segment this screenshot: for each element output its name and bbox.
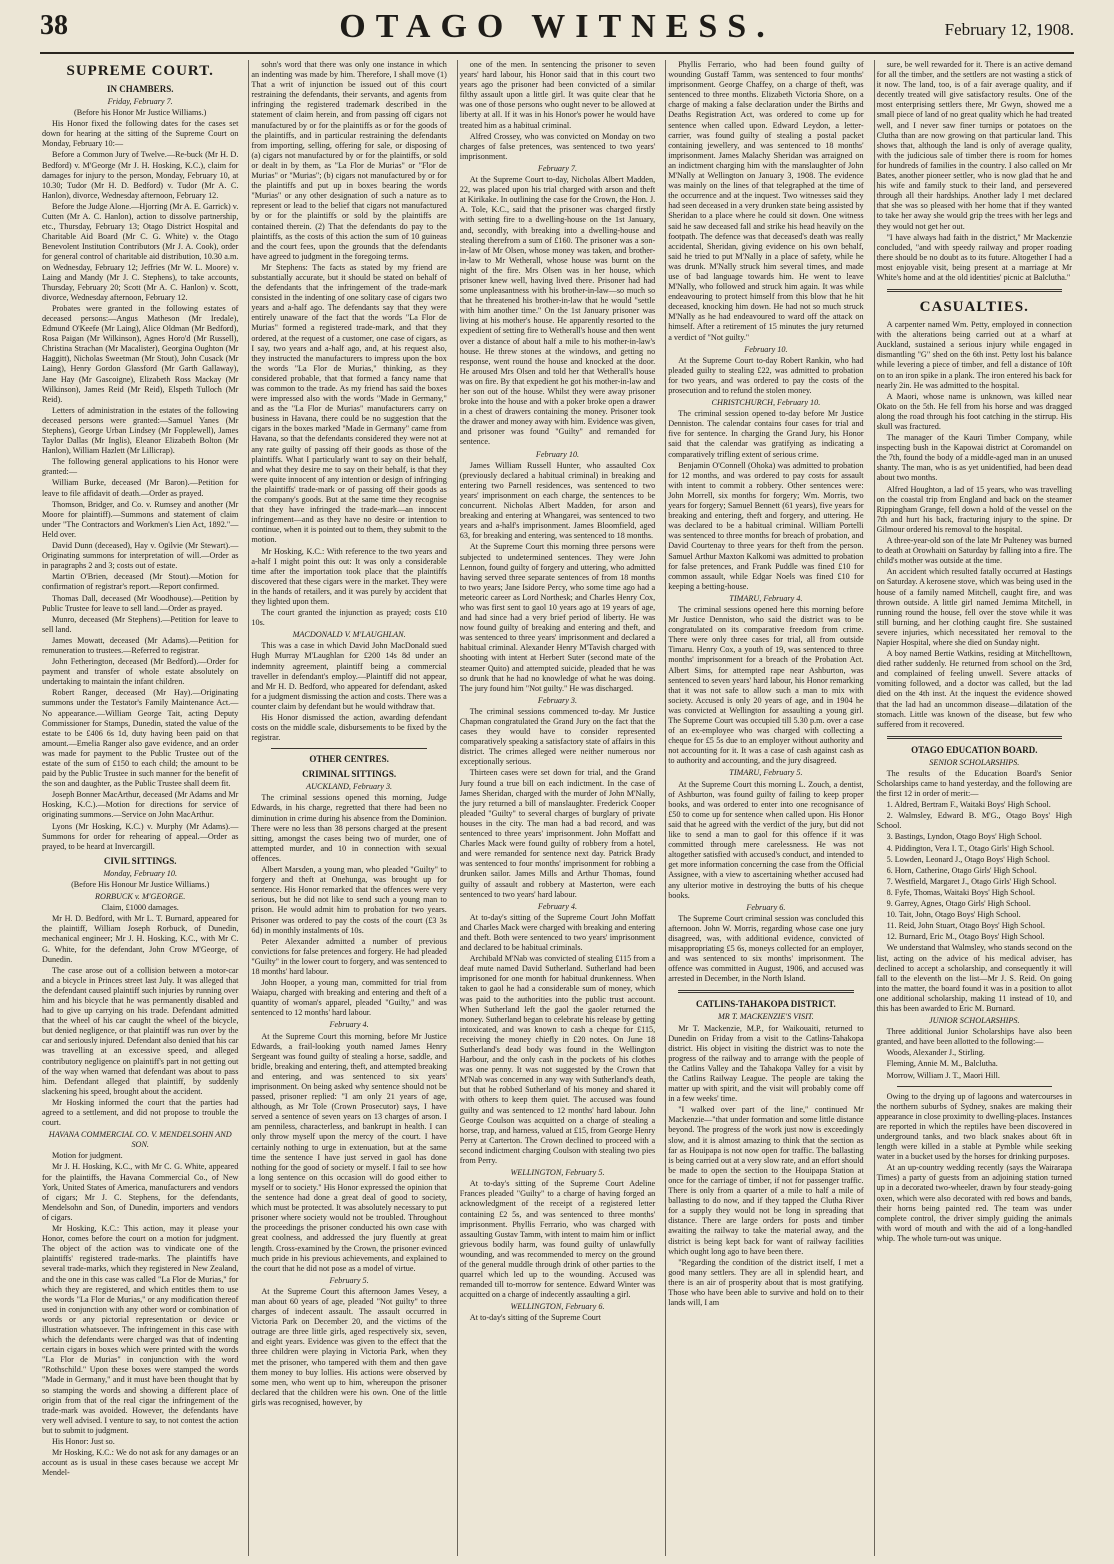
paragraph: The criminal session opened to-day before Mr Justice Denniston. The calendar contains four cases for trial and five for sentence. In charging the Grand Jury, his Honor said that the calendar was gratifying as indicating a comparatively trifling extent of serious crime. [668, 409, 864, 459]
paragraph: "Regarding the condition of the district itself, I met a good many settlers. They are all in splendid heart, and there is an air of prosperity about that is most gratifying. Those who have been able to survive and hold on to their lands will, I am [668, 1257, 864, 1308]
paragraph: Benjamin O'Connell (Ohoka) was admitted to probation for 12 months, and was ordered to pay costs for assault with intent to commit a robbery. Other sentences were: John Morrell, six months for forgery; Wm. Morris, two years for forgery; Samuel Bennett (61 years), five years for breaking and entering, theft and forgery, and uttering. He was declared to be a habitual criminal. William Portelli was sentenced to three months for breach of probation, and David Courtenay to three years for theft from the person. Samuel Arthur Maxton Kalkomi was admitted to probation for false pretences, and Frank Puddle was fined £10 for common assault, while Edgar Noels was fined £10 for keeping a betting-house. [668, 460, 864, 591]
paragraph: The manager of the Kauri Timber Company, while inspecting bush in the Kapowai district at Coromandel on the 7th, found the body of a middle-aged man in an unused shanty. The man, who is as yet unidentified, had been dead about two months. [876, 433, 1072, 483]
paragraph: Lyons (Mr Hosking, K.C.) v. Murphy (Mr Adams).—Summons for order for rehearing of appeal.—Order as prayed, to be heard at Invercargill. [42, 821, 239, 851]
paragraph: Motion for judgment. [52, 1151, 123, 1161]
paragraph: His Honor: Just so. [52, 1437, 115, 1446]
paragraph: At an up-country wedding recently (says the Wairarapa Times) a party of guests from an adjoining station turned up in a decorated two-wheeler, drawn by four steady-going oxen, which were also decorated with red bows and bands, their horns being painted red. The team was under complete control, the driver simply guiding the animals with word of mouth and with the aid of a long-handled whip. The whole turn-out was unique. [876, 1163, 1072, 1243]
paragraph: The Supreme Court criminal session was concluded this afternoon. John W. Morris, regarding whose case one jury disagreed, was, with additional evidence, convicted of misappropriating £5 6s, moneys collected for an employer, and was sentenced to six months' imprisonment. The offence was committed in August, 1906, and accused was arrested in December, in the North Island. [668, 913, 864, 984]
list-item: Fleming, Annie M. M., Balclutha. [886, 1059, 998, 1069]
list-item: 10. Tait, John, Otago Boys' High School. [886, 910, 1021, 920]
paragraph: At the Supreme Court this morning L. Zouch, a dentist, of Ashburton, was found guilty of failing to keep proper books, and was ordered to enter into one recognisance of £50 to come up for sentence when called upon. His Honor said that he agreed with the verdict of the jury, but did not like to send a man to gaol for this offence if it was committed through mere carelessness. He was not altogether satisfied with accused's conduct, and intended to get more information concerning the case from the Official Assignee, with a view to ascertaining whether accused had any ulterior motive in destroying the butts of his cheque books. [668, 779, 864, 900]
heading-supreme-court: SUPREME COURT. [66, 63, 214, 79]
list-item: 5. Lowden, Leonard J., Otago Boys' High School. [886, 854, 1050, 864]
paragraph: Archibald M'Nab was convicted of stealing £115 from a deaf mute named David Sutherland. Sutherland had been imprisoned for one month for habitual drunkenness. When taken to gaol he had a considerable sum of money, which was paid to the authorities into the public trust account. When Sutherland left the gaol the gaoler returned the money. Sutherland began to celebrate his release by getting intoxicated, and was known to cash a cheque for £115, receiving the money chiefly in £20 notes. On June 18 Sutherland's dead body was found in the Wellington Harbour, and the only cash in the pockets of his clothes was one penny. It was not suggested by the Crown that M'Nab was concerned in any way with Sutherland's death, but that he robbed Sutherland of his money and shared it with others to keep them quiet. The accused was found guilty and was sentenced to 12 months' hard labour. John George Coulson was acquitted on a charge of stealing a horse, trap, and harness, valued at £15, from George Henry Perry at Carterton. The Crown declined to proceed with a second indictment charging Coulson with stealing two pies from Perry. [459, 954, 656, 1166]
case-title: RORBUCK v. M'GEORGE. [95, 892, 186, 902]
heading-casualties: CASUALTIES. [919, 299, 1029, 316]
dateline: February 7. [537, 163, 578, 173]
paragraph: His Honor fixed the following dates for the cases set down for hearing at the sitting of the Supreme Court on Monday, February 10:— [42, 119, 239, 149]
paragraph: This was a case in which David John MacDonald sued Hugh Murray M'Laughlan for £200 14s 8d under an indemnity agreement, plaintiff being a commercial traveller in defendant's employ.—Plaintiff did not appear, and Mr H. D. Bedford, who appeared for defendant, asked for a judgment dismissing the action and costs. There was a counter claim by defendant but he would withdraw that. [251, 641, 447, 711]
case-title: MACDONALD V. M'LAUGHLAN. [292, 630, 406, 640]
paragraph: Before the Judge Alone.—Hjorring (Mr A. E. Garrick) v. Cutten (Mr A. C. Hanlon), action to dissolve partnership, etc., Thursday, February 13; Otago District Hospital and Charitable Aid Board (Mr C. G. White) v. the Otago Benevolent Institution Contributors (Mr J. A. Cook), order for general control of charitable aid distribution, 10.30 a.m. on Wednesday, February 12; Jeffries (Mr W. L. Moore) v. Laing and Mandy (Mr J. C. Stephens), to take accounts, Thursday, February 20; Scott (Mr A. C. Hanlon) v. Scott, divorce, Wednesday afternoon, February 12. [42, 201, 239, 302]
paragraph: Three additional Junior Scholarships have also been granted, and have been allotted to the following:— [876, 1027, 1072, 1047]
dateline: TIMARU, February 5. [729, 768, 803, 778]
heading-education-board: OTAGO EDUCATION BOARD. [911, 744, 1038, 755]
dateline: February 6. [746, 902, 786, 912]
list-item: 11. Reid, John Stuart, Otago Boys' High School. [886, 921, 1045, 931]
subheading: MR T. MACKENZIE'S VISIT. [717, 1012, 814, 1022]
paragraph: Claim, £1000 damages. [101, 903, 179, 913]
paragraph: John Fetherington, deceased (Mr Bedford).—Order for payment and transfer of whole estate absolutely on undertaking to maintain the infant children. [42, 657, 239, 687]
list-item: 4. Piddington, Vera I. T., Otago Girls' High School. [886, 843, 1055, 853]
paragraph: Thirteen cases were set down for trial, and the Grand Jury found a true bill on each indictment. In the case of James Sheridan, charged with the murder of John M'Nally, the jury returned a bill of manslaughter. Frederick Cooper pleaded "Guilty" to several charges of burglary of private houses in the city. The man had a bad record, and was sentenced to three years' imprisonment. John Moffatt and Charles Mack were found guilty of robbery from a hotel, and were remanded for sentence next day. Patrick Brady was sentenced to four months' imprisonment for robbing a drunken sailor. James Mills and Arthur Thomas, found guilty of assault and robbery at Masterton, were each sentenced to two years' hard labour. [459, 768, 656, 899]
paragraph: The following general applications to his Honor were granted:— [42, 457, 239, 477]
dateline: Friday, February 7. [107, 97, 173, 106]
paragraph: A three-year-old son of the late Mr Pulteney was burned to death at Orowhaiti on Saturday by falling into a fire. The child's mother was outside at the time. [876, 536, 1072, 566]
paragraph: An accident which resulted fatally occurred at Hastings on Saturday. A kerosene stove, which was being used in the house of a family named Mitchell, caught fire, and was thrown outside. A little girl named Jemima Mitchell, in running round the house, fell over the stove while it was still burning, and her clothing caught fire. She sustained severe injuries, which necessitated her removal to the Napier Hospital, where she died on Sunday night. [876, 567, 1072, 647]
paragraph: Mr Hosking, K.C.: With reference to the two years and a-half I might point this out: It was only a considerable time after the importation took place that the plaintiffs discovered that these cigars were in the market. They were in the hands of retailers, and it was purely by accident that they lighted upon them. [251, 546, 447, 606]
paragraph: sure, be well rewarded for it. There is an active demand for all the timber, and the settlers are not wasting a stick of it now. The land, too, is of a fair average quality, and if decently treated will give satisfactory results. One of the most enterprising settlers there, Mr Gwyn, showed me a small piece of land of no great quality which he had treated well, and I never saw finer turnips or potatoes on the Clutha than are now growing on that particular land. This shows that, although the land is only of average quality, with the judicious sale of timber there is room for homes for hundreds of families in the country. I also called on Mr Bates, another pioneer settler, who is now glad that he and his wife and family stuck to their land, and persevered through all their hardships. Another lady I met declared that she was so pleased with her home that if they wanted to take her away she would grip the trees with her legs and they would not get her out. [876, 60, 1072, 231]
paragraph: The results of the Education Board's Senior Scholarships came to hand yesterday, and the following are the first 12 in order of merit:— [876, 768, 1072, 799]
dateline: AUCKLAND, February 3. [306, 782, 393, 792]
paragraph: A carpenter named Wm. Petty, employed in connection with the alterations being carried out at a wharf at Auckland, sustained a serious injury while engaged in dismantling "G" shed on the 6th inst. Petty lost his balance while levering a piece of timber, and fell a distance of 10ft on to an iron spike in a plank. The iron entered his back for nearly 2in. He was admitted to the hospital. [876, 320, 1072, 390]
divider [887, 289, 1062, 292]
dateline: February 10. [744, 344, 788, 354]
masthead [40, 6, 1074, 54]
paragraph: A boy named Bertie Watkins, residing at Mitchelltown, died rather suddenly. He returned from school on the 3rd, and complained of feeling unwell. Severe attacks of vomiting followed, and a doctor was called, but the lad died on the 4th inst. At the inquest the evidence showed that the lad had an uncommon disease—dilatation of the stomach. Little was known of the disease, but few who suffered from it recovered. [876, 649, 1072, 729]
paragraph: James Mowatt, deceased (Mr Adams).—Petition for remuneration to trustees.—Referred to registrar. [42, 635, 239, 655]
paragraph: The criminal sessions commenced to-day. Mr Justice Chapman congratulated the Grand Jury on the fact that the cases they would have to consider represented comparatively speaking a satisfactory state of affairs in this district. The crimes alleged were neither numerous nor exceptionally serious. [459, 706, 656, 767]
list-item: 12. Burnard, Eric M., Otago Boys' High School. [886, 932, 1045, 942]
paragraph: Munro, deceased (Mr Stephens).—Petition for leave to sell land. [42, 614, 239, 634]
paragraph: The case arose out of a collision between a motor-car and a bicycle in Princes street last July. It was alleged that the defendant caused plaintiff such injuries by running over him and his bicycle that he was permanently disabled and had to give up carrying on his trade. Defendant admitted that the wheel of his car caught the wheel of the bicycle, but denied negligence, or that plaintiff was run over by the car and seriously injured. Defendant also denied that his car was travelling at an excessive speed, and alleged contributory negligence on plaintiff's part in not getting out of the way when warned that defendant was about to pass him. Defendant alleged that plaintiff, by suddenly slackening his speed, brought about the accident. [42, 965, 239, 1096]
paragraph: Martin O'Brien, deceased (Mr Stout).—Motion for confirmation of registrar's report.—Report confirmed. [42, 572, 239, 592]
paragraph: The criminal sessions opened this morning, Judge Edwards, in his charge, regretted that there had been no diminution in crime during his absence from the Dominion. There were no less than 38 persons charged at the present sitting, amongst the cases being two of murder, one of attempted murder, and 10 in connection with sexual offences. [251, 793, 447, 863]
paragraph: At the Supreme Court to-day Robert Rankin, who had pleaded guilty to stealing £22, was admitted to probation for two years, and was ordered to pay the costs of the prosecution and to refund the stolen money. [668, 355, 864, 395]
column-1 [40, 60, 240, 1556]
paragraph: Phyllis Ferrario, who had been found guilty of wounding Gustaff Tamm, was sentenced to four months' imprisonment. George Chaffey, on a charge of theft, was sentenced to three months. Elizabeth Victoria Shore, on a charge of making a false declaration under the Births and Deaths Registration Act, was ordered to come up for sentence when called upon. Edward Leydon, a letter-carrier, was found guilty of stealing a postal packet containing jewellery, and was sentenced to 18 months' imprisonment. James Malachy Sheridan was arraigned on an indictment charging him with the manslaughter of John M'Nally at Wellington on January 3, 1908. The evidence was mainly on the lines of that telegraphed at the time of the occurrence and at the inquest. Two witnesses said they had seen deceased in a very drunken state being assisted by Sheridan to a place where he could sit down. One witness said he saw deceased fall and strike his head heavily on the footpath. The defence was that deceased's death was really accidental, Sheridan, giving evidence on his own behalf, said he tried to put M'Nally in a place of safety, while he was drunk. M'Nally struck him several times, and made use of bad language towards him. He went to leave M'Nally, who followed and struck him again. It was while endeavouring to protect himself from this blow that he hit deceased, knocking him down. He had not so much struck M'Nally as he had endeavoured to ward off the attack on himself. After a retirement of 15 minutes the jury returned a verdict of "Not guilty." [668, 60, 864, 342]
dateline: Monday, February 10. [103, 868, 178, 878]
column-5 [874, 60, 1074, 1556]
paragraph: Mr Hosking, K.C.: We do not ask for any damages or an account as is usual in these cases because we accept Mr Mendel- [42, 1448, 239, 1478]
paragraph: "I have always had faith in the district," Mr Mackenzie concluded, "and with speedy railway and proper roading there should be no doubt as to its future. Altogether I had a most enjoyable visit, being present at a marriage at Mr White's home and at the old identities' picnic at Balclutha." [876, 232, 1072, 282]
divider [897, 1086, 1052, 1087]
paragraph: We understand that Walmsley, who stands second on the list, acting on the advice of his medical adviser, has declined to accept a scholarship, and consequently it will fall to the eleventh on the list—Mr J. S. Reid. On going into the matter, the board found it was in a position to allot one additional scholarship, making 11 instead of 10, and this has been awarded to Eric M. Burnard. [876, 943, 1072, 1013]
paragraph: At to-day's sitting of the Supreme Court John Moffatt and Charles Mack were charged with breaking and entering and theft. Both were sentenced to two years' imprisonment and declared to be habitual criminals. [459, 912, 656, 953]
dateline: February 10. [535, 449, 580, 459]
paragraph: Thomson, Bridger, and Co. v. Rumsey and another (Mr Moore for plaintiff).—Summons and statement of claim under "The Contractors and Workmen's Lien Act, 1892."—Held over. [42, 499, 239, 539]
paragraph: At the Supreme Court this afternoon James Vesey, a man about 60 years of age, pleaded "Not guilty" to three charges of indecent assault. The assault occurred in Victoria Park on December 20, and the victims of the outrage are three little girls, aged respectively six, seven, and eight years. Evidence was given to the effect that the three children were playing in Victoria Park, when they met the prisoner, who tampered with them and then gave them money to buy lollies. His actions were observed by some men, who went up to him, whereupon the prisoner declared that the children were his own. One of the little girls was recognised, however, by [251, 1286, 447, 1407]
subheading: CIVIL SITTINGS. [103, 855, 177, 866]
paragraph: Mr T. Mackenzie, M.P., for Waikouaiti, returned to Dunedin on Friday from a visit to the Catlins-Tahakopa district. His object in visiting the district was to note the progress of the railway and to arrange with the people of the Catlins Valley and the Tahakopa Valley for a visit by the Catlins Railway League. The people are taking the matter up with spirit, and the visit will probably come off in a few weeks' time. [668, 1023, 864, 1104]
subheading: SENIOR SCHOLARSHIPS. [929, 757, 1020, 767]
dateline: February 4. [537, 901, 578, 911]
paragraph: At to-day's sitting of the Supreme Court Adeline Frances pleaded "Guilty" to a charge of having forged an acknowledgment of the receipt of a registered letter containing £2 5s, and was sentenced to three months' imprisonment. Phyllis Ferrario, who was charged with assaulting Gustav Tamm, with intent to maim him or inflict grievous bodily harm, was found guilty of unlawfully wounding, and was recommended to mercy on the ground of the general muddle through drink of other parties to the quarrel which led up to the wounding. Accused was remanded till to-morrow for sentence. Edward Winter was acquitted on a charge of indecently assaulting a girl. [459, 1179, 656, 1300]
heading-other-centres: OTHER CENTRES. [309, 754, 389, 765]
paragraph: Alfred Crossey, who was convicted on Monday on two charges of false pretences, was sentenced to two years' imprisonment. [459, 131, 656, 161]
paragraph: His Honor dismissed the action, awarding defendant costs on the middle scale, disbursements to be fixed by the registrar. [251, 713, 447, 743]
list-item: 8. Fyfe, Thomas, Waitaki Boys' High School. [886, 887, 1035, 897]
list-item: Woods, Alexander J., Stirling. [886, 1048, 985, 1058]
list-item: 6. Horn, Catherine, Otago Girls' High School. [886, 865, 1037, 875]
subheading: IN CHAMBERS. [106, 84, 174, 94]
dateline: February 4. [329, 1020, 369, 1030]
paragraph: The court granted the injunction as prayed; costs £10 10s. [251, 608, 447, 628]
subheading: JUNIOR SCHOLARSHIPS. [929, 1016, 1020, 1026]
paper-name: OTAGO WITNESS. [339, 8, 775, 45]
divider [887, 736, 1062, 739]
paragraph: one of the men. In sentencing the prisoner to seven years' hard labour, his Honor said that in this court two years ago the prisoner had been convicted of a similar filthy assault upon a little girl. It was quite clear that he was one of those persons who ought never to be allowed at liberty at all. If it was in his Honor's power he would have treated him as a habitual criminal. [459, 60, 656, 130]
paragraph: Before a Common Jury of Twelve.—Re-buck (Mr H. D. Bedford) v. M'George (Mr J. H. Hosking, K.C.), claim for damages for injury to the person, Monday, February 10, at 10.30; Tudor (Mr H. D. Bedford) v. Tudor (Mr A. C. Hanlon), divorce, Wednesday afternoon, February 12. [42, 150, 239, 200]
paragraph: Mr Stephens: The facts as stated by my friend are substantially accurate, but it should be stated on behalf of the defendants that the infringement of the trade-mark consisted in the indenting of one solitary case of cigars two years and a-half ago. The defendants say that they were entirely unaware of the fact that the words "La Flor de Murias" formed a registered trade-mark, and that they ordered, at the request of a customer, one case of cigars, as I say, two years and a-half ago, and, at his request also, they instructed the manufacturers to impress upon the box the words "La Flor de Murias," thinking, as they considered probable, that that formed a fancy name that was common to the trade. As my friend has said the boxes were impressed also with the words "Made in Germany," and as the "La Flor de Murias" manufacturers carry on business in Havana, there could be no suggestion that the cigars in the boxes marked "Made in Germany" came from Havana, so that the defendants considered they were not at any rate guilty of passing off their goods as those of the plaintiffs. What I particularly want to say on their behalf, and what they desire me to say on their behalf, is that they were quite innocent of any intention or design of infringing the plaintiffs' trade-mark or of passing off their goods as the company's goods. But at the same time they recognise that they have infringed the trade-mark—an innocent infringement—and as they have no desire or intention to continue, when it is pointed out to them, they submit to the motion. [251, 262, 447, 545]
heading-catlins: CATLINS-TAHAKOPA DISTRICT. [695, 999, 836, 1010]
paragraph: Mr Hosking informed the court that the parties had agreed to a settlement, and did not propose to trouble the court. [42, 1097, 239, 1128]
paragraph: Albert Marsden, a young man, who pleaded "Guilty" to forgery and theft at Onehunga, was brought up for sentence. His Honor remarked that the offences were very serious, but he did not like to send such a young man to prison. He would admit him to probation for two years. Prisoner was ordered to pay the costs of the court (£3 3s 6d) in monthly instalments of 10s. [251, 865, 447, 935]
paragraph: John Hooper, a young man, committed for trial from Waiapu, charged with breaking and entering and theft of a quantity of woman's apparel, pleaded "Guilty," and was sentenced to 12 months' hard labour. [251, 978, 447, 1018]
paragraph: Mr Hosking, K.C.: This action, may it please your Honor, comes before the court on a motion for judgment. The object of the action was to vindicate one of the plaintiffs' registered trade-marks. The plaintiffs have several trade-marks, which they registered in New Zealand, and the one in this case was called "La Flor de Murias," for which they are registered, and which entitles them to use the words "La Flor de Murias," or any modification thereof used in conjunction with any other word or combination of words or any pictorial representation or device or illustration whatsoever. The infringement in this case with which the defendants were charged was that of indenting certain cigars in boxes which were printed with the words "La Flor de Murias" in conjunction with the word "Rothschild." Upon these boxes were stamped the words "Made in Germany," and it must have been thought that by so stamping the words and showing a different place of origin from that of the real cigar the infringement of the trade-mark was avoided. However, the defendants have very well advised. I venture to say, to not contest the action but to submit to judgment. [42, 1224, 239, 1435]
case-title: HAVANA COMMERCIAL CO. V. MENDELSOHN AND SON. [48, 1130, 232, 1150]
paragraph: Letters of administration in the estates of the following deceased persons were granted:—Samuel Yanes (Mr Stephens), George Urban Lindsey (Mr Fopplewell), James Taylor Dallas (Mr Inglis), Eleanor Elizabeth Bolton (Mr Hanlon), William Hazlett (Mr Lillicrap). [42, 405, 239, 456]
list-item: 1. Aldred, Bertram F., Waitaki Boys' High School. [886, 800, 1051, 810]
dateline: WELLINGTON, February 6. [510, 1302, 605, 1312]
dateline: WELLINGTON, February 5. [510, 1168, 605, 1178]
issue-date: February 12, 1908. [944, 20, 1074, 39]
paragraph: Mr H. D. Bedford, with Mr L. T. Burnard, appeared for the plaintiff, William Joseph Rorbuck, of Dunedin, mechanical engineer; Mr J. H. Hosking, K.C., with Mr C. G. White, for the defendant, John Crow M'George, of Dunedin. [42, 914, 239, 964]
list-item: 2. Walmsley, Edward B. M'G., Otago Boys' High School. [876, 811, 1072, 831]
subheading: CRIMINAL SITTINGS. [302, 769, 397, 780]
list-item: 9. Garrey, Agnes, Otago Girls' High School. [886, 899, 1031, 909]
paragraph: Alfred Houghton, a lad of 15 years, who was travelling on the coastal trip from England and back on the steamer Rippingham Grange, fell down a hold of the vessel on the 7th and hurt his back, fracturing injury to the spine. Dr Gilmour ordered his removal to the hospital. [876, 484, 1072, 534]
column-4 [665, 60, 865, 1556]
column-3 [457, 60, 657, 1556]
paragraph: Mr J. H. Hosking, K.C., with Mr C. G. White, appeared for the plaintiffs, the Havana Commercial Co., of New York, United States of America, manufacturers and vendors of cigars; Mr J. C. Stephens, for the defendants, Mendelsohn and Son, of Dunedin, importers and vendors of cigars. [42, 1162, 239, 1222]
dateline: February 3. [537, 695, 578, 705]
columns [40, 60, 1074, 1556]
page-number: 38 [40, 10, 68, 41]
list-item: Morrow, William J. T., Maori Hill. [886, 1070, 1000, 1080]
paragraph: Thomas Dall, deceased (Mr Woodhouse).—Petition by Public Trustee for leave to sell land.—Order as prayed. [42, 593, 239, 613]
column-2 [248, 60, 448, 1556]
paragraph: (Before His Honour Mr Justice Williams.) [71, 879, 210, 889]
paragraph: At the Supreme Court to-day, Nicholas Albert Madden, 22, was placed upon his trial charged with arson and theft at Kirikake. In outlining the case for the Crown, the Hon. J. A. Tole, K.C., said that the prisoner was charged firstly with setting fire to a dwelling-house on the 1st January, and, secondly, with breaking into a dwelling-house and stealing therefrom a sum of £160. The prisoner was a son-in-law of Mr Olsen, whose money was taken, and brother-in-law to Mr Wetherall, whose house was burnt on the night of the fire. Mrs Olsen was in her house, which prisoner knew well, having lived there. Prisoner had had some unpleasantness with his brother-in-law—so much so that he threatened his brother-in-law that he would "settle with him another time." On the 1st January prisoner was living at his mother's house. He apparently resorted to the expedient of setting fire to Wetherall's house and then went over a distance of about half a mile to his mother-in-law's house. He threw stones at the windows, and getting no response, went round the house and knocked at the door. He aroused Mrs Olsen and told her that Wetherall's house was on fire. By that expedient he got his mother-in-law and her son out of the house. Whilst they were away prisoner broke into the house and with a poker broke open a drawer in a chest of drawers containing the money. Prisoner took the drawer and money away with him. Evidence was given, and prisoner was found "Guilty" and remanded for sentence. [459, 175, 656, 447]
paragraph: At the Supreme Court this morning, before Mr Justice Edwards, a frail-looking youth named James Henry Sergeant was found guilty of stealing a horse, saddle, and bridle, breaking and entering, theft, and attempted breaking and entering, and was sentenced to six years' imprisonment. On being asked why sentence should not be passed, prisoner replied: "I am only 21 years of age, although, as Mr Tole (Crown Prosecutor) says, I have served a sentence of seven years on 13 charges of arson. I am penniless, characterless, and bankrupt in health. I can only throw myself upon the mercy of the court. I have certainly nothing to urge in extenuation, but at the same time the sentence I have just served in gaol has done nothing for the good of society or myself. I fail to see how a long sentence on this occasion will do good either to myself or to society." His Honor expressed the opinion that the sentence had done a great deal of good to society, which must be protected. It was absolutely necessary to put prisoner where society would not be troubled. Throughout the proceedings the prisoner conducted his own case with great coolness, and addressed the jury fluently at great length. Cross-examined by the Crown, the prisoner evinced much pride in his previous achievements, and explained to the court that he did not pose as a model of virtue. [251, 1031, 447, 1273]
paragraph: (Before his Honor Mr Justice Williams.) [74, 108, 207, 118]
list-item: 3. Bastings, Lyndon, Otago Boys' High School. [886, 832, 1042, 842]
list-item: 7. Westfield, Margaret J., Otago Girls' High School. [886, 876, 1057, 886]
paragraph: Owing to the drying up of lagoons and watercourses in the northern suburbs of Sydney, snakes are making their appearance in close proximity to dwelling-places. Instances are reported in which the reptiles have been discovered in underground tanks, and two black snakes about 6ft in length were killed in a stable at Pymble while seeking water in a bucket used by the horses for drinking purposes. [876, 1091, 1072, 1162]
paragraph: A Maori, whose name is unknown, was killed near Okato on the 5th. He fell from his horse and was dragged along the road through his foot catching in the stirrup. His skull was fractured. [876, 391, 1072, 431]
dateline: TIMARU, February 4. [729, 593, 803, 603]
paragraph: Joseph Bonner MacArthur, deceased (Mr Adams and Mr Hosking, K.C.).—Motion for directions for service of originating summons.—Service on John MacArthur. [42, 790, 239, 820]
paragraph: The criminal sessions opened here this morning before Mr Justice Denniston, who said the district was to be congratulated on its comparative freedom from crime. There were only three cases for trial, all from outside Timaru. Henry Cox, a youth of 19, was sentenced to three months' imprisonment for a breach of the Probation Act. Albert Sims, for attempted rape near Ashburton, was sentenced to seven years' hard labour, his Honor remarking that it was not safe to allow such a man to mix with society. Accused is only 20 years of age, and in 1904 he was convicted at Wellington for assaulting a young girl. The Supreme Court was occupied till 5.30 p.m. over a case of an ex-employee who was charged with collecting a cheque for £5 5s due to an employer without authority and not accounting for it. It was a case of cash against cash as to authority and accounting, and the jury disagreed. [668, 604, 864, 766]
paragraph: William Burke, deceased (Mr Baron).—Petition for leave to file affidavit of death.—Order as prayed. [42, 478, 239, 498]
paragraph: James William Russell Hunter, who assaulted Cox (previously declared a habitual criminal) in breaking and entering two Parnell residences, was sentenced to two years' imprisonment on each charge, the sentences to be concurrent. Nicholas Albert Madden, for arson and breaking and entering at Whangarei, was sentenced to two years and a-half's imprisonment. James Bloomfield, aged 63, for breaking and entering, was sentenced to 18 months. [459, 460, 656, 541]
divider [678, 990, 853, 993]
dateline: CHRISTCHURCH, February 10. [711, 398, 821, 408]
paragraph: Robert Ranger, deceased (Mr Hay).—Originating summons under the Testator's Family Maintenance Act.—No appearance.—William George Tait, acting Deputy Commissioner for Stamps, Dunedin, stated the value of the estate to be £406 6s 1d, duty having been paid on that amount.—Emelia Ranger also gave evidence, and an order was made for payment to the Public Trustee out of the estate of the sum of £150 to each child; the amount to be paid by the Public Trustee in such manner for the benefit of the son and daughter, as the Public Trustee shall deem fit. [42, 688, 239, 789]
dateline: February 5. [329, 1275, 369, 1285]
paragraph: sohn's word that there was only one instance in which an indenting was made by him. Therefore, I shall move (1) That a writ of injunction be issued out of this court restraining the defendants, their servants, and agents from infringing the registered trademark described in the statement of claim herein, and from passing off cigars not manufactured by or for the plaintiffs as or for the goods of the plaintiffs, and in particular restraining the defendants from importing, selling, offering for sale, or disposing of (a) cigars not manufactured by or for the plaintiffs, or sold or dealt in by them, as "La Flor de Murias" or "Flor de Murias" or "Murias"; (b) cigars not manufactured by or for the plaintiffs and put up in boxes bearing the words "Murias" or any other designation of such a nature as to represent or lead to the belief that cigars not manufactured by or for the plaintiffs or sold by the plaintiffs are contained therein. (2) That the defendants do pay to the plaintiffs, as the costs of this action the sum of 10 guineas and the court fees, upon the grounds that the defendants have agreed to judgment in the foregoing terms. [251, 60, 447, 261]
paragraph: At to-day's sitting of the Supreme Court [469, 1313, 601, 1323]
paragraph: "I walked over part of the line," continued Mr Mackenzie—"that under formation and some little distance beyond. The progress of the work just now is exceedingly slow, and it is almost amazing to think that the section as far as Houipapa is not now open for traffic. The ballasting is being carried out at a very slow rate, and an effort should be made to open the section to the Houipapa Station at once for the carriage of timber, if not for passenger traffic. There is only from a quarter of a mile to half a mile of ballasting to do now, and if they tapped the Clutha River for a supply they would not be long in spreading that distance. There are large orders for posts and timber awaiting the railway to take the material away, and the district is being kept back for want of railway facilities which ought long ago to have been there. [668, 1105, 864, 1256]
paragraph: Probates were granted in the following estates of deceased persons:—Angus Matheson (Mr Iredale), Edmund O'Keefe (Mr Laing), Alice Oldman (Mr Bedford), Rosa Paigan (Mr Wilkinson), Agnes Horo'd (Mr Russell), Christina Strachan (Mr Macalister), Georgina Oughton (Mr Haggitt), Nicholas Sweetman (Mr Stout), John Cusack (Mr Laing), Henry Gordon Glassford (Mr Garth Gallaway), Jane Hay (Mr Gascoigne), Elizabeth Ross Mackay (Mr Wilkinson), James Reid (Mr Reid), Elspeth Tulloch (Mr Reid). [42, 303, 239, 404]
paragraph: At the Supreme Court this morning three persons were subjected to undetermined sentences. They were John Lennon, found guilty of forgery and uttering, who admitted having served three separate sentences of from 18 months to two years; Jane Isidore Percy, who some time ago had a meteoric career as Lord Northesk; and Charles Henry Cox, who was first sent to gaol 10 years ago at 19 years of age, and had since had a very brief period of liberty. He was now found guilty of breaking and entering and theft, and was sentenced to three years' imprisonment and declared a habitual criminal. Alexander Henry M'Tavish charged with shooting with intent at Herbert Suter (second mate of the steamer Quito) and attempted suicide, pleaded that he was so drunk that he had no knowledge of what he was doing. The jury found him "Not guilty." He was discharged. [459, 542, 656, 693]
paragraph: David Dunn (deceased), Hay v. Ogilvie (Mr Stewart).—Originating summons for interpretation of will.—Order as in paragraphs 2 and 3; costs out of estate. [42, 541, 239, 571]
paragraph: Peter Alexander admitted a number of previous convictions for false pretences and forgery. He had pleaded "Guilty" in the lower court to forgery, and was sentenced to 18 months' hard labour. [251, 936, 447, 976]
divider [271, 748, 426, 749]
